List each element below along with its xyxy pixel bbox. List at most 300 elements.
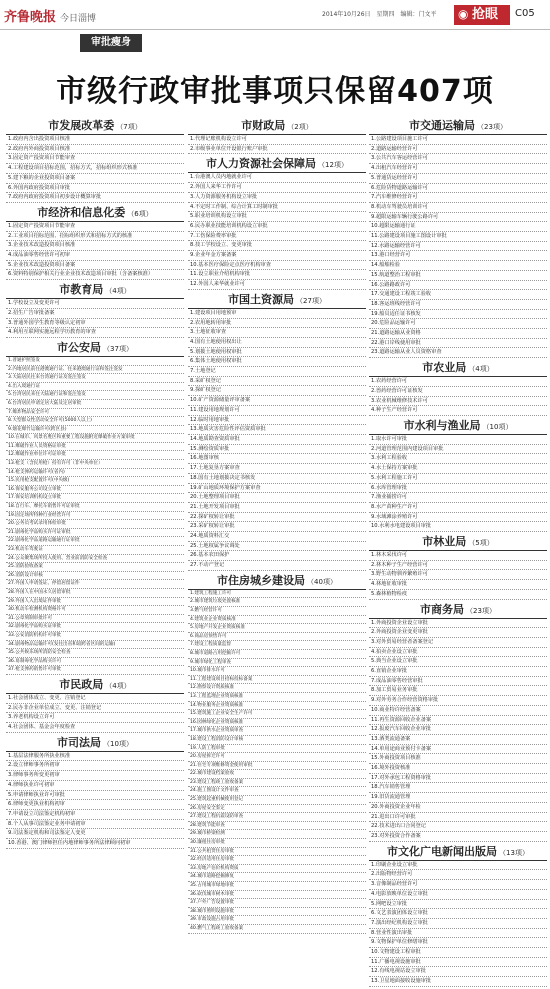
- list-item: 2.城市建筑垃圾处置核准: [188, 598, 366, 607]
- list-item: 9.文物保护单位修缮审批: [369, 938, 547, 948]
- list-item: 16.园林绿化企业资质核准: [188, 719, 366, 728]
- agency-name: 市文化广电新闻出版局: [387, 844, 498, 858]
- item-count: （5项）: [468, 539, 494, 548]
- list-item: 13.卫星地面接收设施审批: [369, 977, 547, 987]
- list-item: 3.农业机械维修技术许可: [369, 397, 547, 407]
- page-number: C05: [515, 8, 535, 19]
- list-item: 9.对外劳务合作经营资格审批: [369, 696, 547, 706]
- item-count: （23项）: [477, 123, 507, 131]
- agency-title: [369, 534, 547, 551]
- list-item: 4.水土保持方案审批: [369, 464, 547, 474]
- agency-name: 市司法局: [57, 735, 102, 749]
- list-item: 3.普通外国学生教育等级认定初审: [6, 319, 184, 329]
- list-item: 23.采矿权转让审批: [188, 522, 366, 532]
- item-count: （13项）: [499, 848, 529, 857]
- list-item: 12.爆破作业单位许可证审批: [6, 451, 184, 460]
- list-item: 31.公共租赁住房审批: [188, 848, 366, 857]
- list-item: 3.律师事务所变更初审: [6, 771, 184, 781]
- list-item: 16.公路路政许可: [369, 281, 547, 291]
- list-item: 23.建设工程竣工验收备案: [188, 779, 366, 788]
- list-item: 6.水库管理审批: [369, 484, 547, 494]
- list-item: 18.建设工程消防设计审核: [188, 736, 366, 745]
- list-item: 24.公众聚集场所投入使用、营业前消防安全检查: [6, 555, 184, 564]
- list-item: 6.集体土地使用权审批: [188, 357, 366, 367]
- list-item: 18.国有土地划拨决定书核发: [188, 474, 366, 484]
- list-item: 10.香港、澳门律师担任内地律师事务所法律顾问初审: [6, 839, 184, 849]
- list-item: 12.有线电视站设立审批: [369, 967, 547, 977]
- list-item: 26.消防设计审核: [6, 572, 184, 581]
- list-item: 2.外国人来华工作许可: [188, 183, 366, 193]
- list-item: 9.水域滩涂养殖许可: [369, 513, 547, 523]
- list-item: 13.工程监理企业资质核准: [188, 693, 366, 702]
- list-item: 17.对外承包工程资格审批: [369, 774, 547, 784]
- list-item: 19.船员适任证书核发: [369, 310, 547, 320]
- list-item: 5.普通货运经营许可: [369, 174, 547, 184]
- list-item: 15.航道整治工程审批: [369, 271, 547, 281]
- list-item: 10.城市排水许可: [188, 667, 366, 676]
- list-item: 9.司法鉴定机构和司法鉴定人变更: [6, 829, 184, 839]
- list-item: 7.成品油零售经营审批: [369, 677, 547, 687]
- list-item: 1.取水许可审批: [369, 435, 547, 445]
- list-item: 17.交通建设工程竣工验收: [369, 290, 547, 300]
- list-item: 20.公务员考试录用体检审批: [6, 520, 184, 529]
- list-item: 1.代理记账机构设立许可: [188, 135, 366, 145]
- list-item: 10.超限运输通行证: [369, 222, 547, 232]
- list-item: 2.农用地转用审批: [188, 319, 366, 329]
- column-tag: 审批瘦身: [80, 34, 142, 52]
- list-item: 4.种子生产经营许可: [369, 406, 547, 416]
- list-item: 2.出版物经营许可: [369, 870, 547, 880]
- list-item: 1.社会团体成立、变更、注销登记: [6, 694, 184, 704]
- list-item: 9.企业年金方案备案: [188, 251, 366, 261]
- list-item: 1.政府内含出投资项目核准: [6, 135, 184, 145]
- list-item: 1.学校设立及变更许可: [6, 299, 184, 309]
- list-item: 5.房地产开发企业资质核准: [188, 624, 366, 633]
- agency-title: [369, 602, 547, 619]
- list-item: 5.建下粮的企业投资项目备案: [6, 174, 184, 184]
- list-item: 4.不定时工作制、综合计算工时制审批: [188, 203, 366, 213]
- list-item: 11.工程建设项目招标投标备案: [188, 676, 366, 685]
- list-item: 2.招生广告审批备案: [6, 309, 184, 319]
- list-item: 6.商品房预售许可: [188, 633, 366, 642]
- agency-title: [188, 156, 366, 173]
- list-item: 19.人防工程审批: [188, 745, 366, 754]
- list-item: 5.典当企业设立审批: [369, 657, 547, 667]
- list-item: 3.人力资源服务机构设立审批: [188, 193, 366, 203]
- agency-section: [369, 602, 547, 842]
- list-item: 7.演出经纪机构设立审批: [369, 919, 547, 929]
- list-item: 7.土地登记: [188, 367, 366, 377]
- list-item: 6.台湾居民申请定居大陆及定居审批: [6, 400, 184, 409]
- list-item: 19.矿山地质环境保护方案审查: [188, 484, 366, 494]
- list-item: 11.爆破作业人员资格证审批: [6, 443, 184, 452]
- list-item: 3.固定资产投资项目节能审查: [6, 154, 184, 164]
- list-item: 7.申请设立司法鉴定机构初审: [6, 810, 184, 820]
- list-item: 14.地质勘查资质审批: [188, 435, 366, 445]
- agency-name: 市水利与渔业局: [403, 418, 481, 432]
- list-item: 38.城市照明设施审批: [188, 908, 366, 917]
- list-item: 21.土地开发项目审批: [188, 503, 366, 513]
- list-item: 12.勘察设计资质核准: [188, 684, 366, 693]
- list-item: 9.城市绿化工程审查: [188, 659, 366, 668]
- list-item: 2.工业项目招标范围、招标组织形式和招标方式的核准: [6, 232, 184, 242]
- list-item: 12.报废汽车回收企业审批: [369, 725, 547, 735]
- list-item: 8.水产苗种生产许可: [369, 503, 547, 513]
- list-item: 4.律师执业许可初审: [6, 781, 184, 791]
- list-item: 11.建设用地规划许可: [188, 406, 366, 416]
- list-item: 36.易制毒化学品购买许可: [6, 658, 184, 667]
- list-item: 12.外国人来华就业许可: [188, 280, 366, 290]
- item-count: （27项）: [296, 296, 326, 305]
- item-count: （23项）: [466, 606, 496, 615]
- list-item: 1.基层法律服务所执业核准: [6, 752, 184, 762]
- agency-name: 市发展改革委: [48, 119, 115, 132]
- list-item: 17.城市供水企业资质审查: [188, 727, 366, 736]
- list-item: 26.基本农田保护: [188, 551, 366, 561]
- list-item: 5.水利工程施工许可: [369, 474, 547, 484]
- list-item: 2.兽药经营许可证核发: [369, 387, 547, 397]
- list-item: 20.房屋拆迁许可: [188, 753, 366, 762]
- list-item: 24.地质资料汇交: [188, 532, 366, 542]
- agency-section: [369, 118, 547, 358]
- list-item: 30.机动车检测机构资格许可: [6, 606, 184, 615]
- item-count: （10项）: [103, 739, 133, 748]
- list-item: 6.文艺表演团体设立审批: [369, 909, 547, 919]
- agency-name: 市教育局: [59, 283, 104, 297]
- list-item: 3.公共汽车客运经营许可: [369, 154, 547, 164]
- list-item: 22.技术进出口合同登记: [369, 822, 547, 832]
- list-item: 10.水利水电建设项目审批: [369, 522, 547, 532]
- agency-name: 市公安局: [57, 340, 102, 354]
- column-1: [6, 118, 184, 851]
- item-count: （4项）: [105, 681, 131, 690]
- list-item: 24.施工图设计文件审查: [188, 787, 366, 796]
- list-item: 5.申请律师执业许可审批: [6, 791, 184, 801]
- agency-name: 市住房城乡建设局: [217, 573, 306, 587]
- list-item: 34.城市道路挖掘修复: [188, 873, 366, 882]
- agency-title: [369, 418, 547, 435]
- list-item: 8.采矿权登记: [188, 377, 366, 387]
- list-item: 5.职业培训机构设立审批: [188, 212, 366, 222]
- list-item: 27.外国人申请签证、停留居留证件: [6, 580, 184, 589]
- list-item: 5.网吧设立审批: [369, 900, 547, 910]
- list-item: 18.客运班线经营许可: [369, 300, 547, 310]
- list-item: 10.基本医疗保险定点医疗机构审查: [188, 261, 366, 271]
- list-item: 34.剧毒物品运输许可(发往出省和较跨省区间的运输): [6, 641, 184, 650]
- list-item: 7.工伤保险费率审批: [188, 232, 366, 242]
- list-item: 16.境外投资核准: [369, 764, 547, 774]
- list-item: 9.探矿权登记: [188, 386, 366, 396]
- list-item: 35.占用城市绿地审批: [188, 882, 366, 891]
- agency-name: 市交通运输局: [409, 119, 476, 132]
- agency-title: [6, 677, 184, 694]
- list-item: 11.设立职业介绍机构审批: [188, 270, 366, 280]
- list-item: 26.房屋安全鉴定: [188, 805, 366, 814]
- list-item: 12.临时用地审批: [188, 416, 366, 426]
- item-count: （2项）: [287, 123, 313, 131]
- list-item: 4.电影放映单位设立审批: [369, 890, 547, 900]
- list-item: 18.自行车、摩托车销售许可证审批: [6, 503, 184, 512]
- agency-title: [188, 573, 366, 590]
- list-item: 39.市政设施占用审批: [188, 916, 366, 925]
- list-item: 22.港口岸线使用审批: [369, 339, 547, 349]
- list-item: 4.社会团体、基金会年度检查: [6, 723, 184, 733]
- list-item: 1.农药经营许可: [369, 377, 547, 387]
- list-item: 20.土地整理项目审批: [188, 493, 366, 503]
- list-item: 3.养老机构设立许可: [6, 713, 184, 723]
- list-item: 4.林地征收审批: [369, 580, 547, 590]
- agency-title: [369, 844, 547, 861]
- list-item: 40.燃气工程竣工验收备案: [188, 925, 366, 934]
- list-item: 16.保安服务公司设立审批: [6, 486, 184, 495]
- list-item: 8.机动车驾驶员培训许可: [369, 203, 547, 213]
- list-item: 1.台港澳人员内地就业许可: [188, 173, 366, 183]
- list-item: 20.外商投资企业年检: [369, 803, 547, 813]
- masthead: [0, 0, 550, 30]
- list-item: 11.公路建设项目施工图设计审批: [369, 232, 547, 242]
- list-item: 6.资料特别保护相关行业企业技术改造项目审批（含备案核准）: [6, 270, 184, 280]
- list-item: 10.在城市、风景名胜区和重要工程设施附近爆破作业方案审批: [6, 434, 184, 443]
- column-2: [188, 118, 366, 936]
- list-item: 10.矿产资源储量评审备案: [188, 396, 366, 406]
- list-item: 15.测绘资质审批: [188, 445, 366, 455]
- agency-section: [369, 844, 547, 987]
- list-item: 11.再生资源回收企业备案: [369, 716, 547, 726]
- eye-icon: ◉: [458, 7, 469, 21]
- list-item: 1.公路建设项目施工许可: [369, 135, 547, 145]
- list-item: 27.建设工程抗震设防审查: [188, 813, 366, 822]
- headline: 市级行政审批事项只保留407项: [56, 74, 494, 109]
- list-item: 37.枪支弹药销售许可审批: [6, 666, 184, 675]
- list-item: 1.固定资产投资项目节能审查: [6, 222, 184, 232]
- list-item: 8.技工学校设立、变更审批: [188, 241, 366, 251]
- list-item: 28.外国人在中国永久居留审批: [6, 589, 184, 598]
- list-item: 35.公共娱乐场所消防安全检查: [6, 649, 184, 658]
- agency-section: [6, 205, 184, 280]
- agency-name: 市财政局: [241, 119, 286, 132]
- list-item: 2.河道管理范围内建设项目审批: [369, 445, 547, 455]
- item-count: （6项）: [127, 209, 153, 218]
- list-item: 19.旧货流通管理: [369, 793, 547, 803]
- list-item: 4.成品油零售经营许可初审: [6, 251, 184, 261]
- list-item: 2.内地居民前往港澳通行证、往来港澳通行证和签注签发: [6, 366, 184, 375]
- list-item: 28.建筑节能审查: [188, 822, 366, 831]
- list-item: 25.消防验收备案: [6, 563, 184, 572]
- item-count: （37项）: [103, 344, 133, 353]
- list-item: 27.不动产登记: [188, 561, 366, 571]
- list-item: 1.外商投资企业设立审批: [369, 619, 547, 629]
- agency-section: [188, 573, 366, 934]
- list-item: 2.市级事业单位开设银行账户审批: [188, 145, 366, 155]
- list-item: 21.剧毒化学品购买许可证审批: [6, 529, 184, 538]
- list-item: 31.公章刻制审批许可: [6, 615, 184, 624]
- list-item: 3.野生动物驯养繁殖许可: [369, 570, 547, 580]
- list-item: 14.枪支弹药运输许可(省内): [6, 469, 184, 478]
- item-count: （40项）: [307, 577, 337, 586]
- list-item: 6.直销企业审批: [369, 667, 547, 677]
- list-item: 23.机动车驾驶证: [6, 546, 184, 555]
- list-item: 16.地图审核: [188, 454, 366, 464]
- item-count: （12项）: [318, 161, 348, 170]
- list-item: 10.商业特许经营备案: [369, 706, 547, 716]
- list-item: 13.枪支（含民用枪）持有许可（非中央单位）: [6, 460, 184, 469]
- list-item: 11.广播电视设施审批: [369, 958, 547, 968]
- list-item: 4.出租汽车经营许可: [369, 164, 547, 174]
- list-item: 23.道路运输从业人员资格审查: [369, 348, 547, 358]
- item-count: （4项）: [468, 365, 494, 374]
- list-item: 5.企业技术改造投资项目备案: [6, 261, 184, 271]
- list-item: 1.林木采伐许可: [369, 551, 547, 561]
- list-item: 4.建筑业企业资质核准: [188, 616, 366, 625]
- agency-title: [6, 205, 184, 222]
- list-item: 2.设立律师事务所初审: [6, 761, 184, 771]
- list-item: 3.音像制品经营许可: [369, 880, 547, 890]
- list-item: 4.国有土地使用权出让: [188, 338, 366, 348]
- agency-title: [6, 118, 184, 135]
- list-item: 8.城市道路占用挖掘许可: [188, 650, 366, 659]
- agency-section: [369, 360, 547, 416]
- list-item: 4.利用互联网实施远程学历教育的审查: [6, 328, 184, 338]
- agency-title: [369, 360, 547, 377]
- column-3: [369, 118, 547, 989]
- list-item: 13.地质灾害危险性评估资质审批: [188, 425, 366, 435]
- list-item: 6.外国内政府投资项目审批: [6, 184, 184, 194]
- list-item: 12.水路运输经营许可: [369, 242, 547, 252]
- agency-section: [369, 534, 547, 600]
- list-item: 13.酒类流通备案: [369, 735, 547, 745]
- agency-name: 市民政局: [59, 677, 104, 691]
- list-item: 13.港口经营许可: [369, 251, 547, 261]
- list-item: 4.工程建设项目招标范围，招标方式，招标组织形式核准: [6, 164, 184, 174]
- list-item: 7.政府内政府投资项目初步设计概算审批: [6, 193, 184, 203]
- list-item: 4.拍卖企业设立审批: [369, 648, 547, 658]
- agency-title: [6, 282, 184, 299]
- list-item: 3.土地征收审查: [188, 328, 366, 338]
- list-item: 15.民用枪支配置许可(中央级): [6, 477, 184, 486]
- agency-title: [369, 118, 547, 135]
- agency-name: 市农业局: [422, 361, 467, 375]
- list-item: 3.大陆居民往来台湾通行证及签注签发: [6, 374, 184, 383]
- list-item: 25.土地权属争议调处: [188, 542, 366, 552]
- item-count: （10项）: [482, 422, 513, 431]
- list-item: 18.汽车销售管理: [369, 783, 547, 793]
- list-item: 7.爆炸物品安全许可: [6, 409, 184, 418]
- list-item: 32.经济适用住房审批: [188, 856, 366, 865]
- list-item: 5.森林植物检疫: [369, 590, 547, 600]
- list-item: 3.水利工程验收: [369, 454, 547, 464]
- agency-section: [6, 282, 184, 338]
- newspaper-brand: 齐鲁晚报 今日淄博: [4, 10, 97, 25]
- list-item: 5.划拨土地使用权审批: [188, 348, 366, 358]
- list-item: 14.船舶检验: [369, 261, 547, 271]
- date-line: 2014年10月26日 星期四 编辑：门文平: [322, 11, 437, 18]
- agency-title: [6, 340, 184, 357]
- list-item: 8.营业性演出审批: [369, 929, 547, 939]
- list-item: 2.政府内外商投资项目核准: [6, 145, 184, 155]
- list-item: 4.出入境通行证: [6, 383, 184, 392]
- list-item: 22.探矿权转让审批: [188, 513, 366, 523]
- agency-section: [369, 418, 547, 532]
- agency-section: [188, 156, 366, 289]
- list-item: 1.普通护照签发: [6, 357, 184, 366]
- list-item: 5.台湾居民来往大陆通行证和签注签发: [6, 391, 184, 400]
- list-item: 7.建设工程质量监督: [188, 641, 366, 650]
- list-item: 30.廉租住房审批: [188, 839, 366, 848]
- agency-section: [188, 118, 366, 154]
- list-item: 36.砍伐城市树木审批: [188, 891, 366, 900]
- list-item: 7.汽车维修经营许可: [369, 193, 547, 203]
- list-item: 33.公安消防机构许可审批: [6, 632, 184, 641]
- list-item: 14.物业服务企业资质核准: [188, 702, 366, 711]
- list-item: 21.进出口许可审批: [369, 813, 547, 823]
- item-count: （7项）: [116, 123, 142, 131]
- list-item: 3.企业技术改造投资项目核准: [6, 241, 184, 251]
- list-item: 37.户外广告设置审批: [188, 899, 366, 908]
- list-item: 2.林木种子生产经营许可: [369, 561, 547, 571]
- list-item: 29.外国人入出境证件审批: [6, 598, 184, 607]
- agency-name: 市林业局: [422, 535, 467, 549]
- agency-name: 市商务局: [420, 602, 465, 616]
- list-item: 25.建筑起重机械使用登记: [188, 796, 366, 805]
- list-item: 8.加工贸易业务审批: [369, 686, 547, 696]
- list-item: 1.建筑工程施工许可: [188, 590, 366, 599]
- agency-section: [6, 677, 184, 733]
- agency-name: 市经济和信息化委: [37, 205, 126, 219]
- list-item: 1.印刷企业设立审批: [369, 861, 547, 871]
- agency-title: [6, 735, 184, 752]
- list-item: 21.道路运输从业资格: [369, 329, 547, 339]
- list-item: 8.个人从事司法鉴定业务申请初审: [6, 820, 184, 830]
- agency-name: 市国土资源局: [228, 292, 295, 306]
- item-count: （4项）: [105, 287, 131, 296]
- list-item: 29.城市桥梁检测: [188, 830, 366, 839]
- list-item: 6.律师变更执业机构初审: [6, 800, 184, 810]
- list-item: 19.固定场所特种行业经营许可: [6, 512, 184, 521]
- list-item: 3.燃气经营许可: [188, 607, 366, 616]
- list-item: 2.道路运输经营许可: [369, 145, 547, 155]
- list-item: 15.建筑施工企业安全生产许可: [188, 710, 366, 719]
- section-badge: ◉ 抢眼: [454, 5, 510, 25]
- list-item: 17.土地复垦方案审查: [188, 464, 366, 474]
- agency-name: 市人力资源社会保障局: [206, 157, 317, 171]
- list-item: 3.对外贸易经营者备案登记: [369, 638, 547, 648]
- list-item: 7.渔业捕捞许可: [369, 493, 547, 503]
- list-item: 15.外商投资项目核准: [369, 754, 547, 764]
- list-item: 23.对外投资合作备案: [369, 832, 547, 842]
- list-item: 33.房地产估价机构资质: [188, 865, 366, 874]
- agency-title: [188, 292, 366, 309]
- list-item: 8.大型群众性活动安全许可(5000人以上): [6, 417, 184, 426]
- list-item: 2.民办非企业单位成立、变更、注销登记: [6, 704, 184, 714]
- list-item: 6.民办职业技能培训机构设立审批: [188, 222, 366, 232]
- agency-section: [6, 340, 184, 675]
- list-item: 21.住宅专项维修资金使用审批: [188, 762, 366, 771]
- list-item: 6.危险货物道路运输许可: [369, 184, 547, 194]
- list-item: 17.保安培训机构设立审批: [6, 494, 184, 503]
- list-item: 22.城市建设档案验收: [188, 770, 366, 779]
- list-item: 20.危险品运输许可: [369, 319, 547, 329]
- list-item: 32.剧毒化学品购买证审批: [6, 623, 184, 632]
- list-item: 10.文物建设工程审批: [369, 948, 547, 958]
- agency-section: [188, 292, 366, 571]
- list-item: 22.剧毒化学品道路运输通行证审批: [6, 537, 184, 546]
- agency-section: [6, 735, 184, 849]
- agency-title: [188, 118, 366, 135]
- list-item: 9.烟花爆竹运输许可(跨区县): [6, 426, 184, 435]
- list-item: 9.超限运输车辆行驶公路许可: [369, 213, 547, 223]
- list-item: 14.单用途商业预付卡备案: [369, 745, 547, 755]
- agency-section: [6, 118, 184, 203]
